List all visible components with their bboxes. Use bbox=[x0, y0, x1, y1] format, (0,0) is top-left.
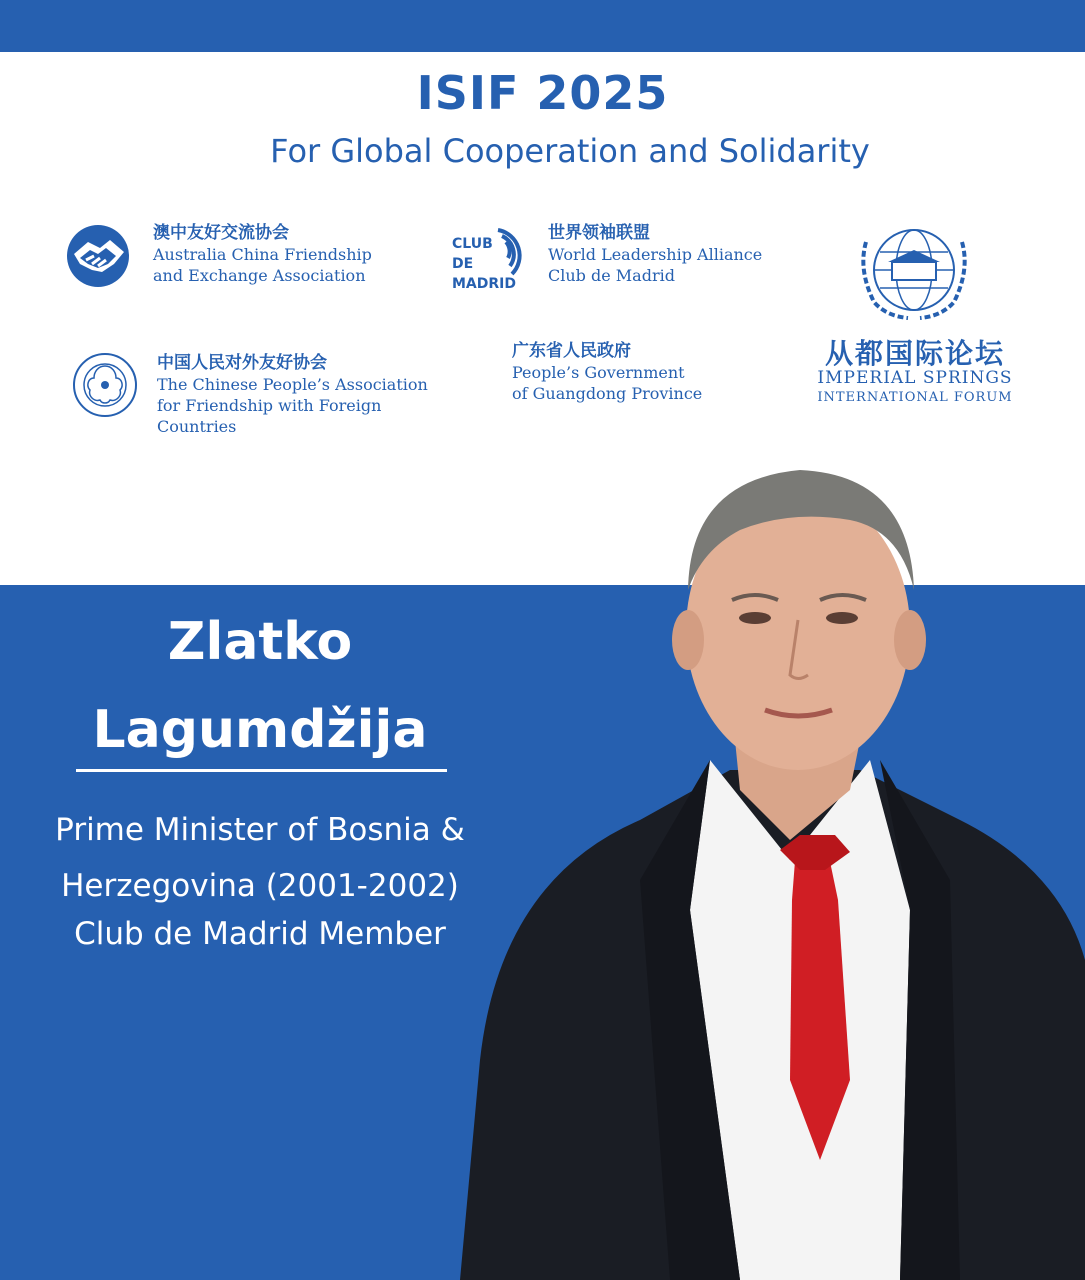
acfea-logo bbox=[66, 222, 396, 292]
cpaffc-name-en-1: The Chinese People’s Association bbox=[157, 375, 428, 394]
speaker-last-name: Lagumdžija bbox=[92, 700, 428, 760]
speaker-role-line-1: Prime Minister of Bosnia & bbox=[55, 812, 465, 848]
guangdong-name-en-1: People’s Government bbox=[512, 363, 685, 382]
club-de-madrid-logo bbox=[452, 222, 792, 294]
event-title: ISIF 2025 bbox=[416, 66, 669, 120]
club-de-madrid-mark-3: MADRID bbox=[452, 276, 516, 292]
cpaffc-name-en-2: for Friendship with Foreign Countries bbox=[157, 396, 382, 436]
isf-name-cn: 从都国际论坛 bbox=[824, 337, 1005, 370]
club-de-madrid-mark-1: CLUB bbox=[452, 236, 493, 252]
speaker-role-line-3: Club de Madrid Member bbox=[74, 916, 446, 952]
speaker-portrait bbox=[440, 440, 1085, 1280]
acfea-name-en-2: and Exchange Association bbox=[153, 266, 366, 285]
handshake-globe-icon bbox=[66, 224, 130, 288]
event-subtitle: For Global Cooperation and Solidarity bbox=[270, 132, 870, 170]
acfea-name-cn: 澳中友好交流协会 bbox=[153, 223, 289, 243]
speaker-role-line-2: Herzegovina (2001-2002) bbox=[61, 868, 459, 904]
globe-laurel-icon bbox=[852, 218, 976, 322]
cpaffc-name-cn: 中国人民对外友好协会 bbox=[157, 353, 327, 373]
club-de-madrid-name-cn: 世界领袖联盟 bbox=[548, 223, 650, 243]
cpaffc-logo bbox=[72, 352, 462, 436]
top-bar bbox=[0, 0, 1085, 52]
acfea-name-en-1: Australia China Friendship bbox=[153, 245, 372, 264]
cpaffc-seal-icon bbox=[72, 352, 138, 418]
club-de-madrid-name-en-1: World Leadership Alliance bbox=[548, 245, 763, 264]
club-de-madrid-mark-2: DE bbox=[452, 256, 474, 272]
isf-name-en-1: IMPERIAL SPRINGS bbox=[817, 368, 1013, 388]
speaker-first-name: Zlatko bbox=[167, 612, 353, 672]
name-underline bbox=[76, 769, 447, 772]
imperial-springs-logo bbox=[810, 218, 1020, 418]
guangdong-name-en-2: of Guangdong Province bbox=[512, 384, 703, 403]
isf-name-en-2: INTERNATIONAL FORUM bbox=[817, 390, 1013, 405]
guangdong-name-cn: 广东省人民政府 bbox=[512, 341, 631, 361]
guangdong-government-logo bbox=[512, 340, 742, 420]
club-de-madrid-name-en-2: Club de Madrid bbox=[548, 266, 675, 285]
